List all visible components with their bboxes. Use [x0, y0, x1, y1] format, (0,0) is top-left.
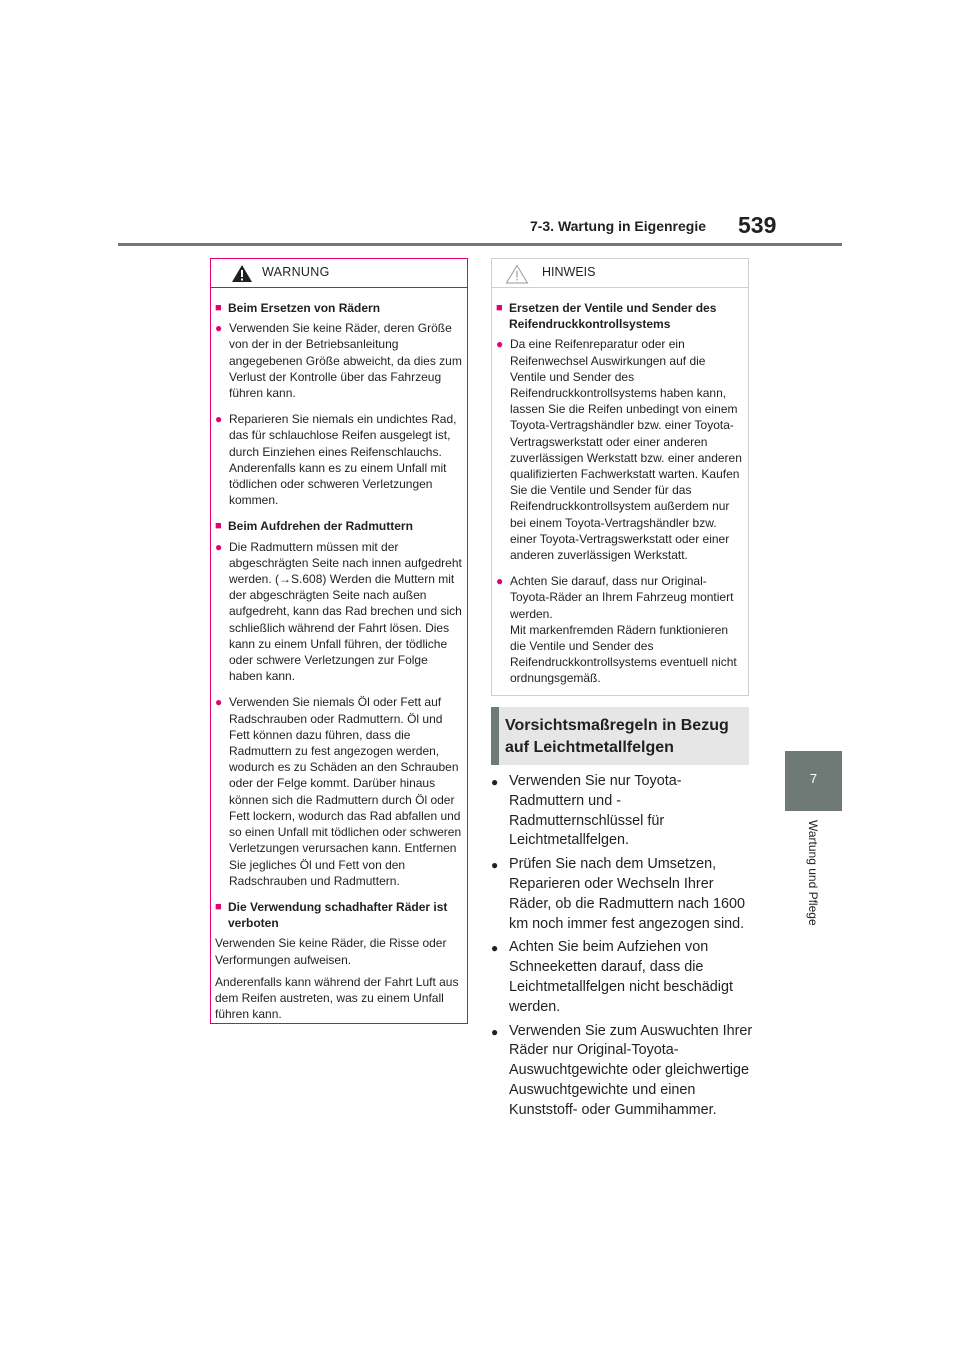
bullet-dot-icon: ● — [491, 941, 499, 956]
list-item: ● Achten Sie beim Aufziehen von Schneeketten darauf, dass die Leichtmetallfelgen nicht beschädigt werden. — [491, 938, 753, 1017]
circle-bullet-icon: ● — [215, 412, 223, 427]
notice-body — [492, 288, 748, 687]
section-heading — [491, 707, 749, 765]
chapter-number: 7 — [809, 771, 818, 786]
warning-heading-3: ■ Die Verwendung schadhafter Räder ist verboten — [215, 899, 448, 931]
warning-box — [210, 258, 468, 1024]
warning-header — [211, 259, 467, 288]
list-item: ● Verwenden Sie nur Toyota-Radmuttern und -Radmutternschlüssel für Leichtmetallfelgen. — [491, 772, 753, 851]
square-bullet-icon: ■ — [496, 302, 503, 314]
notice-header — [492, 259, 748, 288]
warning-triangle-icon — [231, 264, 253, 283]
square-bullet-icon: ■ — [215, 900, 222, 913]
bullet-dot-icon: ● — [491, 858, 499, 873]
list-item: ● Reparieren Sie niemals ein undichtes Rad, das für schlauchlose Reifen ausgelegt ist, durch Einziehen eines Reifenschlauchs. Anderenfalls kann es zu einem Unfall mit tödlichen oder schweren Verletzungen kommen. — [215, 412, 457, 508]
caution-triangle-icon — [505, 264, 529, 284]
warning-heading-2: ■ Beim Aufdrehen der Radmuttern — [215, 519, 413, 534]
bullet-dot-icon: ● — [491, 775, 499, 789]
bullet-dot-icon: ● — [491, 1024, 499, 1039]
notice-box — [491, 258, 749, 696]
notice-heading: ■ Ersetzen der Ventile und Sender des Reifendruckkontrollsystems — [496, 301, 717, 332]
notice-title: HINWEIS — [542, 265, 596, 279]
circle-bullet-icon: ● — [496, 574, 504, 589]
list-item: ● Verwenden Sie niemals Öl oder Fett auf Radschrauben oder Radmuttern. Öl und Fett können dazu führen, dass die Radmuttern zu fest angezogen werden, wodurch es zu Schäden an den Schrauben oder der Felge kommt. Darüber hinaus können sich die Radmuttern durch Öl oder Fett lockern, wodurch das Rad abfallen und so einen Unfall mit tödlichen oder schweren Verletzungen verursachen kann. Entfernen Sie jegliches Öl und Fett von den Radschrauben und Radmuttern. — [215, 695, 462, 888]
section-title: 7-3. Wartung in Eigenregie — [529, 218, 706, 234]
square-bullet-icon: ■ — [215, 520, 222, 533]
chapter-tab — [785, 751, 842, 811]
chapter-title: Wartung und Pflege — [806, 820, 820, 926]
list-item: ● Verwenden Sie keine Räder, deren Größe von der in der Betriebsanleitung angegebenen Größe abweicht, da dies zum Verlust der Kontrolle über das Fahrzeug führen kann. — [215, 321, 462, 401]
circle-bullet-icon: ● — [496, 337, 504, 352]
section-heading-text: Vorsichtsmaßregeln in Bezug auf Leichtmetallfelgen — [505, 717, 729, 756]
warning-title: WARNUNG — [262, 265, 330, 279]
warning-body — [211, 288, 467, 1022]
warning-heading-1: ■ Beim Ersetzen von Rädern — [215, 301, 381, 315]
circle-bullet-icon: ● — [215, 695, 223, 710]
list-item: ● Achten Sie darauf, dass nur Original-Toyota-Räder an Ihrem Fahrzeug montiert werden. Mit markenfremden Rädern funktionieren die Ventile und Sender des Reifendruckkontrollsystems eventuell nicht ordnungsgemäß. — [496, 574, 737, 686]
section-heading-bar — [491, 707, 499, 765]
circle-bullet-icon: ● — [215, 539, 223, 554]
warning-paragraph: Verwenden Sie keine Räder, die Risse oder Verformungen aufweisen. — [215, 936, 447, 967]
square-bullet-icon: ■ — [215, 302, 222, 314]
page-number: 539 — [738, 212, 777, 238]
warning-paragraph: Anderenfalls kann während der Fahrt Luft aus dem Reifen austreten, was zu einem Unfall führen kann. — [215, 974, 459, 1022]
precaution-list — [491, 772, 753, 1125]
list-item: ● Verwenden Sie zum Auswuchten Ihrer Räder nur Original-Toyota-Auswuchtgewichte oder gleichwertige Auswuchtgewichte und einen Kunststoff- oder Gummihammer. — [491, 1022, 753, 1121]
list-item: ● Die Radmuttern müssen mit der abgeschrägten Seite nach innen aufgedreht werden. (→S.608) Werden die Muttern mit der abgeschrägten Seite nach außen aufgedreht, kann das Rad brechen und sich schließlich während der Fahrt lösen. Dies kann zu einem Unfall führen, der tödliche oder schwere Verletzungen zur Folge haben kann. — [215, 539, 462, 684]
header-divider — [118, 243, 842, 246]
list-item: ● Prüfen Sie nach dem Umsetzen, Reparieren oder Wechseln Ihrer Räder, ob die Radmuttern nach 1600 km noch immer fest angezogen sind. — [491, 855, 753, 934]
circle-bullet-icon: ● — [215, 321, 223, 336]
list-item: ● Da eine Reifenreparatur oder ein Reifenwechsel Auswirkungen auf die Ventile und Sender des Reifendruckkontrollsystems haben kann, lassen Sie die Reifen unbedingt von einem Toyota-Vertragshändler bzw. einer Toyota-Vertragswerkstatt oder einer anderen zuverlässigen Werkstatt bzw. einer anderen qualifizierten Fachwerkstatt warten. Kaufen Sie die Ventile und Sender für das Reifendruckkontrollsystem außerdem nur bei einem Toyota-Vertragshändler bzw. einer Toyota-Vertragswerkstatt oder einer anderen zuverlässigen Werkstatt. — [496, 337, 742, 563]
